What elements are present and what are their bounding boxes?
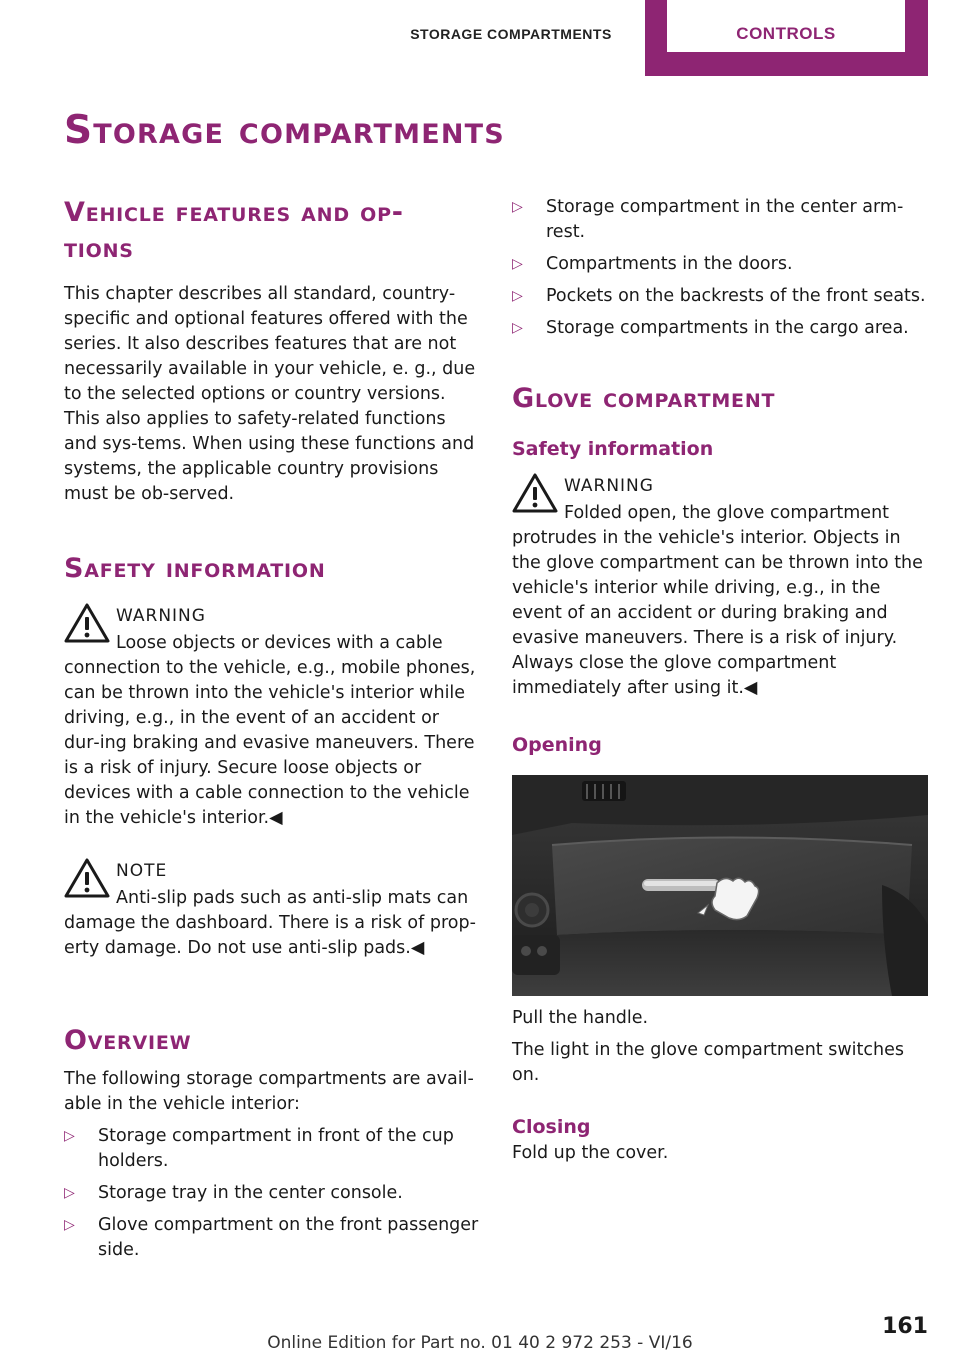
bullet-marker-icon: ▷ — [64, 1217, 75, 1233]
page-title: Storage compartments — [64, 108, 505, 153]
warning-text: Loose objects or devices with a cable connection to the vehicle, e.g., mobile phones, can be thrown into the vehicle's interior while driving, e.g., in the event of an accident or dur‐ing braking and evasive maneuvers. There is a risk of injury. Secure loose objects or devices with a cable connection to the vehicle in the vehicle's interior.◀ — [64, 633, 476, 828]
note-text: Anti-slip pads such as anti-slip mats can damage the dashboard. There is a risk of prop‐erty damage. Do not use anti-slip pads.◀ — [64, 888, 476, 958]
warning-notice — [64, 601, 480, 831]
left-column — [64, 195, 480, 1270]
glove-safety-heading: Safety information — [512, 438, 714, 460]
list-item-text: Pockets on the backrests of the front seats. — [546, 286, 926, 306]
header-section-title: STORAGE COMPARTMENTS — [410, 26, 612, 42]
right-column — [512, 195, 928, 1166]
list-item-text: Storage compartment in the center arm‐rest. — [546, 197, 904, 242]
opening-text-pull: Pull the handle. — [512, 1008, 649, 1028]
note-label: NOTE — [116, 861, 168, 881]
warning-label: WARNING — [116, 606, 206, 626]
list-item-text: Storage compartments in the cargo area. — [546, 318, 909, 338]
list-item-text: Glove compartment on the front passenger side. — [98, 1215, 479, 1260]
list-item-text: Storage compartment in front of the cup holders. — [98, 1126, 454, 1171]
vehicle-features-heading — [64, 195, 480, 267]
note-triangle-icon — [64, 858, 110, 898]
overview-list — [64, 1124, 480, 1263]
list-item — [512, 195, 928, 245]
bullet-marker-icon: ▷ — [512, 288, 523, 304]
closing-text: Fold up the cover. — [512, 1143, 669, 1163]
overview-heading: Overview — [64, 1025, 192, 1056]
glove-compartment-heading: Glove compartment — [512, 383, 776, 414]
opening-heading: Opening — [512, 734, 602, 756]
glove-warning-label: WARNING — [564, 476, 654, 496]
glove-warning-notice — [512, 471, 928, 701]
bullet-marker-icon: ▷ — [64, 1185, 75, 1201]
vehicle-features-heading-line2: tions — [64, 233, 134, 264]
list-item — [64, 1213, 480, 1263]
glove-compartment-photo — [512, 775, 928, 996]
list-item — [512, 252, 928, 277]
list-item — [64, 1124, 480, 1174]
closing-heading: Closing — [512, 1116, 591, 1138]
opening-text-light: The light in the glove compartment switches on. — [512, 1040, 904, 1085]
glove-warning-text: Folded open, the glove compartment protrudes in the vehicle's interior. Objects in the glove compartment can be thrown into the vehicle's interior while driving, e.g., in the event of an accident or during braking and evasive maneuvers. There is a risk of injury. Always close the glove compartment immediately after using it.◀ — [512, 503, 923, 698]
vehicle-features-heading-line1: Vehicle features and op‐ — [64, 197, 404, 228]
list-item-text: Compartments in the doors. — [546, 254, 793, 274]
bullet-marker-icon: ▷ — [512, 199, 523, 215]
warning-triangle-icon — [512, 473, 558, 513]
vehicle-features-body: This chapter describes all standard, country-specific and optional features offered with the series. It also describes features that are not necessarily available in your vehicle, e. g., due to the selected options or country versions. This also applies to safety-related functions and sys‐tems. When using these functions and systems, the applicable country provisions must be ob‐served. — [64, 284, 476, 504]
list-item-text: Storage tray in the center console. — [98, 1183, 403, 1203]
bullet-marker-icon: ▷ — [64, 1128, 75, 1144]
list-item — [512, 316, 928, 341]
overview-list-continued — [512, 195, 928, 341]
list-item — [64, 1181, 480, 1206]
chapter-tab — [645, 0, 928, 76]
note-notice — [64, 856, 480, 961]
bullet-marker-icon: ▷ — [512, 320, 523, 336]
footer-edition: Online Edition for Part no. 01 40 2 972 253 - VI/16 — [267, 1333, 693, 1353]
list-item — [512, 284, 928, 309]
chapter-tab-label: CONTROLS — [667, 0, 905, 52]
overview-intro: The following storage compartments are avail‐able in the vehicle interior: — [64, 1069, 474, 1114]
page-number: 161 — [882, 1314, 928, 1339]
safety-heading: Safety information — [64, 553, 326, 584]
warning-triangle-icon — [64, 603, 110, 643]
bullet-marker-icon: ▷ — [512, 256, 523, 272]
